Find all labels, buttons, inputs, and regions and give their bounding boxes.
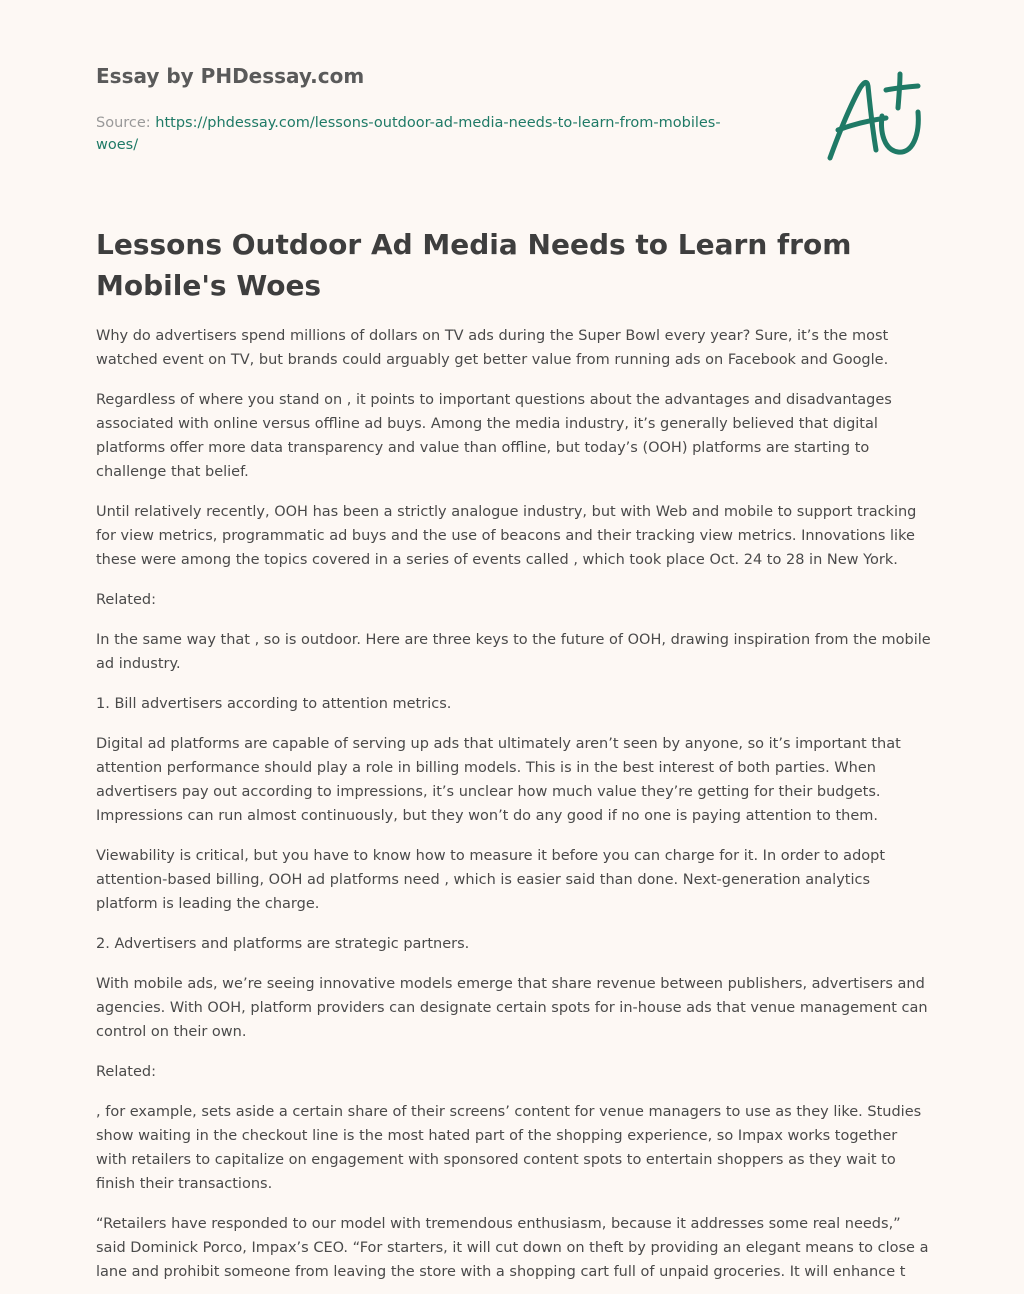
paragraph: With mobile ads, we’re seeing innovative models emerge that share revenue between publishers, advertisers and agencies. With OOH, platform providers can designate certain spots for in-house ads that venue management can control on their own. xyxy=(96,976,928,1040)
paragraph: Why do advertisers spend millions of dollars on TV ads during the Super Bowl every year? Sure, it’s the most watched event on TV, but brands could arguably get better value from running ads on Facebook and Google. xyxy=(96,328,889,368)
paragraph: , for example, sets aside a certain share of their screens’ content for venue managers to use as they like. Studies show waiting in the checkout line is the most hated part of the shopping experience, so Impax works together with retailers to capitalize on engagement with sponsored content spots to entertain shoppers as they wait to finish their transactions. xyxy=(96,1104,922,1192)
article-title: Lessons Outdoor Ad Media Needs to Learn from Mobile's Woes xyxy=(96,228,852,302)
paragraph: Related: xyxy=(96,592,156,608)
source-line xyxy=(96,112,756,156)
a-plus-logo-icon xyxy=(820,66,928,166)
site-brand: Essay by PHDessay.com xyxy=(96,64,365,88)
paragraph: In the same way that , so is outdoor. Here are three keys to the future of OOH, drawing inspiration from the mobile ad industry. xyxy=(96,632,931,672)
paragraph: Related: xyxy=(96,1064,156,1080)
list-heading: 1. Bill advertisers according to attention metrics. xyxy=(96,696,452,712)
paragraph: “Retailers have responded to our model with tremendous enthusiasm, because it addresses some real needs,” said Dominick Porco, Impax’s CEO. “For starters, it will cut down on theft by providing an elegant means to close a lane and prohibit someone from leaving the store with a shopping cart full of unpaid groceries. It will enhance t xyxy=(96,1216,929,1280)
list-heading: 2. Advertisers and platforms are strategic partners. xyxy=(96,936,470,952)
paragraph: Regardless of where you stand on , it points to important questions about the advantages and disadvantages associated with online versus offline ad buys. Among the media industry, it’s generally believed that digital platforms offer more data transparency and value than offline, but today’s (OOH) platforms are starting to challenge that belief. xyxy=(96,392,892,480)
source-link[interactable]: https://phdessay.com/lessons-outdoor-ad-media-needs-to-learn-from-mobiles-woes/ xyxy=(96,115,721,153)
paragraph: Viewability is critical, but you have to know how to measure it before you can charge for it. In order to adopt attention-based billing, OOH ad platforms need , which is easier said than done. Next-generation analytics platform is leading the charge. xyxy=(96,848,886,912)
article-body xyxy=(96,324,932,1294)
source-label: Source: xyxy=(96,115,151,131)
paragraph: Until relatively recently, OOH has been a strictly analogue industry, but with Web and mobile to support tracking for view metrics, programmatic ad buys and the use of beacons and their tracking view metrics. Innovations like these were among the topics covered in a series of events called , which took place Oct. 24 to 28 in New York. xyxy=(96,504,917,568)
paragraph: Digital ad platforms are capable of serving up ads that ultimately aren’t seen by anyone, so it’s important that attention performance should play a role in billing models. This is in the best interest of both parties. When advertisers pay out according to impressions, it’s unclear how much value they’re getting for their budgets. Impressions can run almost continuously, but they won’t do any good if no one is paying attention to them. xyxy=(96,736,901,824)
